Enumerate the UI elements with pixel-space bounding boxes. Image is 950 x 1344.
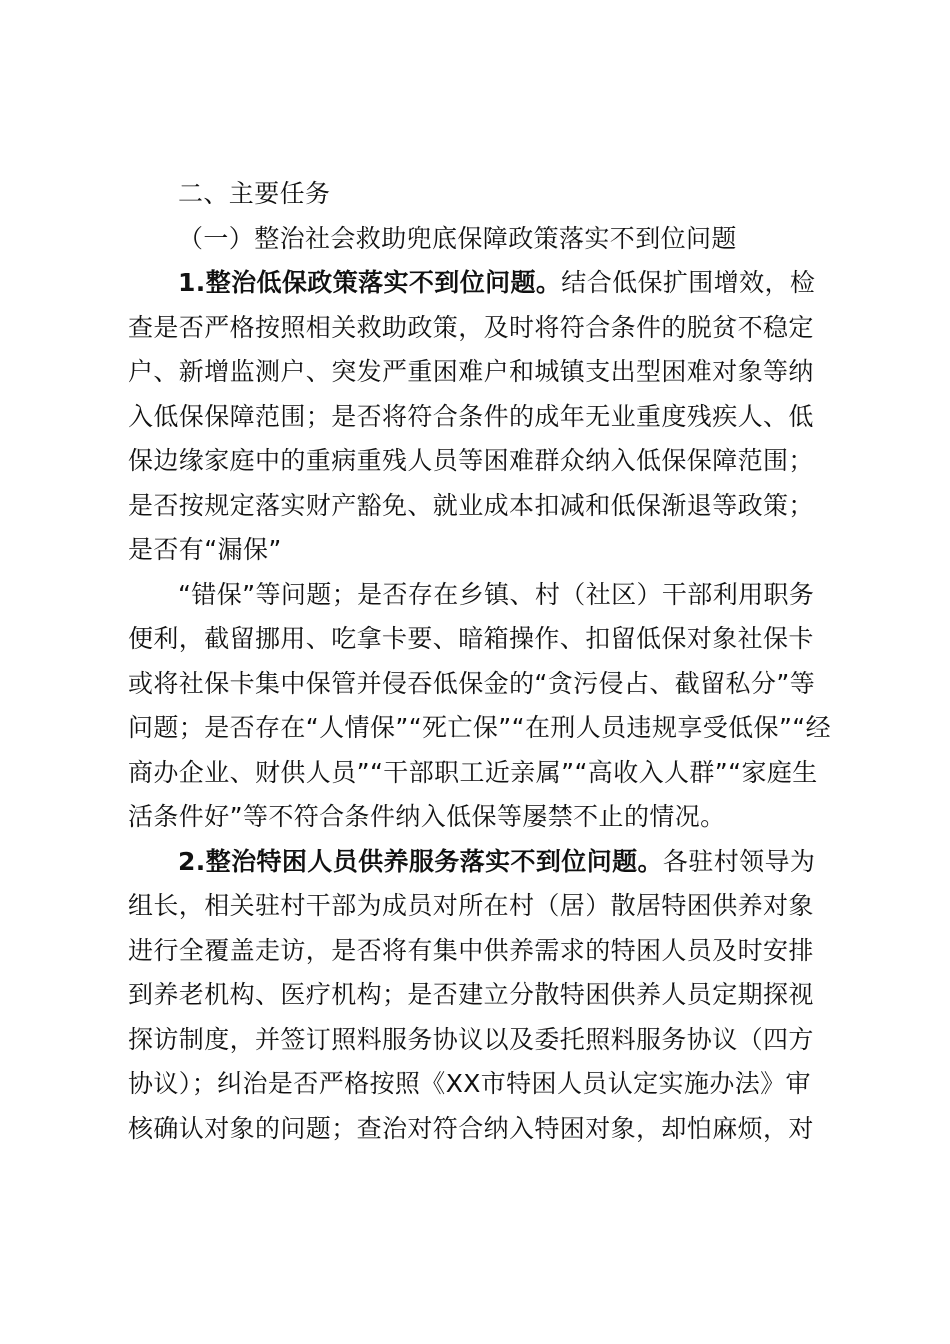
item1-continuation-line: 商办企业、财供人员”“干部职工近亲属”“高收入人群”“家庭生	[128, 757, 818, 787]
item1-text-line: 结合低保扩围增效，检	[561, 268, 816, 297]
subsection-heading: （一）整治社会救助兜底保障政策落实不到位问题	[178, 223, 737, 253]
item2-text-line: 进行全覆盖走访，是否将有集中供养需求的特困人员及时安排	[128, 935, 814, 965]
item2-text-line: 到养老机构、医疗机构；是否建立分散特困供养人员定期探视	[128, 980, 814, 1009]
item1-continuation-line: “错保”等问题；是否存在乡镇、村（社区）干部利用职务	[178, 579, 815, 609]
section-heading: 二、主要任务	[178, 179, 331, 208]
item1-text-line: 是否按规定落实财产豁免、就业成本扣减和低保渐退等政策；	[128, 490, 814, 520]
item1-text-line: 保边缘家庭中的重病重残人员等困难群众纳入低保保障范围；	[128, 446, 814, 475]
item1-text-line: 是否有“漏保”	[128, 535, 282, 564]
document-body	[128, 172, 832, 1151]
item2-text-line: 各驻村领导为	[662, 846, 816, 876]
item1-first-line	[128, 261, 832, 306]
item2-text-line: 组长，相关驻村干部为成员对所在村（居）散居特困供养对象	[128, 891, 814, 920]
item1-text-line: 入低保保障范围；是否将符合条件的成年无业重度残疾人、低	[128, 401, 814, 431]
item2-text-line: 探访制度，并签订照料服务协议以及委托照料服务协议（四方	[128, 1024, 814, 1054]
item1-continuation-line: 问题；是否存在“人情保”“死亡保”“在刑人员违规享受低保”“经	[128, 713, 832, 742]
item1-continuation-line: 便利，截留挪用、吃拿卡要、暗箱操作、扣留低保对象社保卡	[128, 624, 814, 653]
item1-continuation-line: 活条件好”等不符合条件纳入低保等屡禁不止的情况。	[128, 802, 726, 831]
item2-text-line: 核确认对象的问题；查治对符合纳入特困对象，却怕麻烦，对	[128, 1113, 814, 1143]
item2-title: 2.整治特困人员供养服务落实不到位问题。	[178, 846, 663, 876]
item1-text-line: 户、新增监测户、突发严重困难户和城镇支出型困难对象等纳	[128, 357, 814, 386]
item2-text-line: 协议）；纠治是否严格按照《XX市特困人员认定实施办法》审	[128, 1069, 811, 1098]
item2-first-line	[128, 840, 832, 885]
item1-continuation-line: 或将社保卡集中保管并侵吞低保金的“贪污侵占、截留私分”等	[128, 668, 816, 698]
item1-title: 1.整治低保政策落实不到位问题。	[178, 268, 562, 297]
item1-text-line: 查是否严格按照相关救助政策，及时将符合条件的脱贫不稳定	[128, 312, 814, 342]
